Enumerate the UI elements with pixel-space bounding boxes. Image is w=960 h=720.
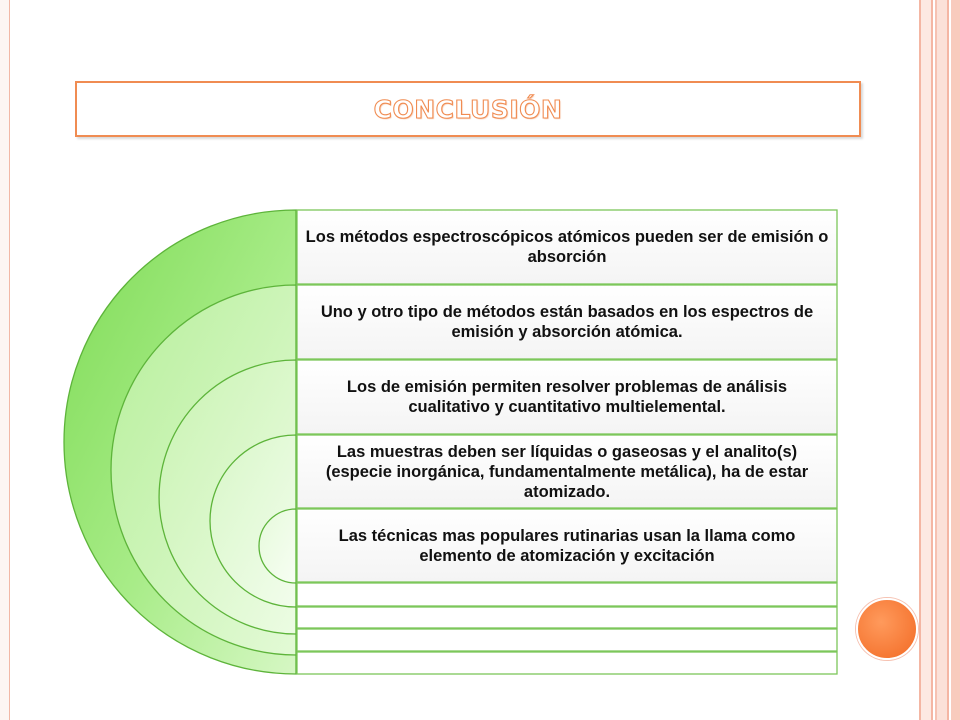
statement-3: Los de emisión permiten resolver problemas de análisis cualitativo y cuantitativo multielemental. — [346, 378, 788, 416]
statement-1: Los métodos espectroscópicos atómicos pueden ser de emisión o absorción — [305, 228, 829, 266]
statement-4: Las muestras deben ser líquidas o gaseosas y el analito(s) (especie inorgánica, fundamentalmente metálica), ha de estar atomizado. — [325, 442, 809, 501]
row-box-empty-2 — [297, 607, 837, 628]
row-box-empty-3 — [297, 629, 837, 651]
row-box-empty-4 — [297, 652, 837, 674]
statement-2: Uno y otro tipo de métodos están basados en los espectros de emisión y absorción atómica. — [320, 303, 814, 341]
statement-5: Las técnicas mas populares rutinarias usan la llama como elemento de atomización y excitación — [338, 526, 796, 565]
page-title: CONCLUSIÓN — [373, 95, 563, 124]
decorative-orange-circle — [856, 598, 918, 660]
row-box-empty-1 — [297, 583, 837, 606]
